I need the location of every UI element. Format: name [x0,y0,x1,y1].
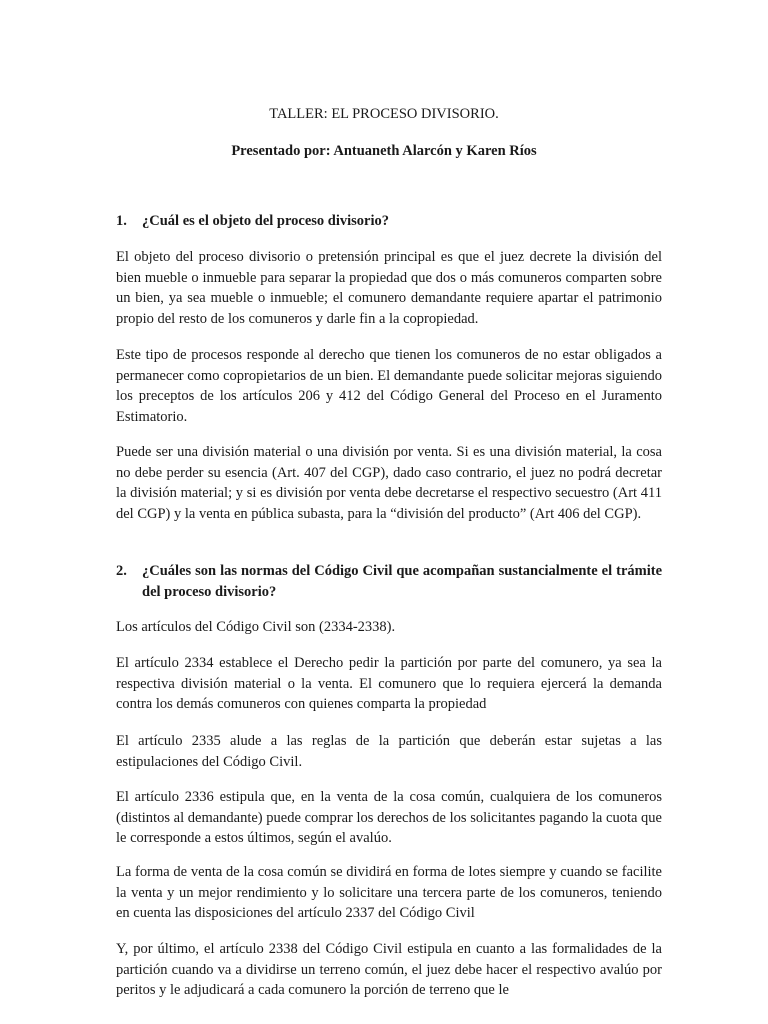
paragraph: Los artículos del Código Civil son (2334-2338). [116,619,396,635]
question-1 [116,211,662,232]
question-2 [116,561,662,602]
document-title: TALLER: EL PROCESO DIVISORIO. [269,106,499,122]
question-1-text: ¿Cuál es el objeto del proceso divisorio? [142,213,390,229]
question-2-text: ¿Cuáles son las normas del Código Civil que acompañan sustancialmente el trámite del proceso divisorio? [142,563,662,600]
paragraph: El objeto del proceso divisorio o pretensión principal es que el juez decrete la división del bien mueble o inmueble para separar la propiedad que dos o más comuneros comparten sobre un bien, ya sea mueble o inmueble; el comunero demandante requiere apartar el patrimonio propio del resto de los comuneros y darle fin a la copropiedad. [116,249,662,327]
question-1-number: 1. [116,213,127,229]
paragraph: Puede ser una división material o una división por venta. Si es una división material, la cosa no debe perder su esencia (Art. 407 del CGP), dado caso contrario, el juez no podrá decretar la división material; y si es división por venta debe decretarse el respectivo secuestro (Art 411 del CGP) y la venta en pública subasta, para la “división del producto” (Art 406 del CGP). [116,444,662,522]
paragraph: El artículo 2334 establece el Derecho pedir la partición por parte del comunero, ya sea la respectiva división material o la venta. El comunero que lo requiera ejercerá la demanda contra los demás comuneros con quienes comparta la propiedad [116,655,662,712]
paragraph: El artículo 2335 alude a las reglas de la partición que deberán estar sujetas a las estipulaciones del Código Civil. [116,733,662,770]
question-2-number: 2. [116,563,127,579]
document-subtitle: Presentado por: Antuaneth Alarcón y Karen Ríos [231,143,537,159]
paragraph: Este tipo de procesos responde al derecho que tienen los comuneros de no estar obligados a permanecer como copropietarios de un bien. El demandante puede solicitar mejoras siguiendo los preceptos de los artículos 206 y 412 del Código General del Proceso en el Juramento Estimatorio. [116,347,662,425]
paragraph: Y, por último, el artículo 2338 del Código Civil estipula en cuanto a las formalidades de la partición cuando va a dividirse un terreno común, el juez debe hacer el respectivo avalúo por peritos y le adjudicará a cada comunero la porción de terreno que le [116,941,662,998]
paragraph: El artículo 2336 estipula que, en la venta de la cosa común, cualquiera de los comuneros (distintos al demandante) puede comprar los derechos de los solicitantes pagando la cuota que le corresponde a estos últimos, según el avalúo. [116,789,662,846]
paragraph: La forma de venta de la cosa común se dividirá en forma de lotes siempre y cuando se facilite la venta y un mejor rendimiento y lo solicitare una tercera parte de los comuneros, teniendo en cuenta las disposiciones del artículo 2337 del Código Civil [116,864,662,921]
